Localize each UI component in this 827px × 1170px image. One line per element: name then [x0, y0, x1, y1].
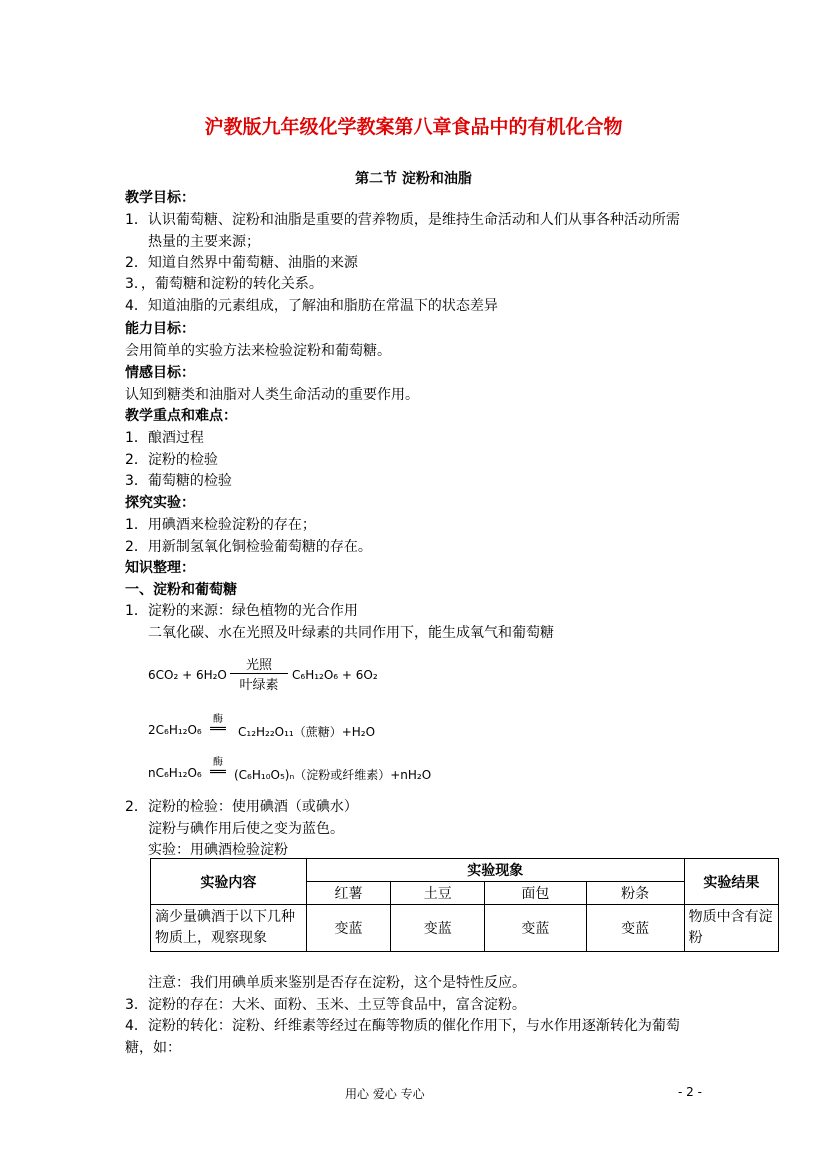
footer-motto: 用心 爱心 专心 [345, 1087, 425, 1101]
key-point-1: 1．酿酒过程 [125, 430, 204, 446]
experiment-caption: 实验：用碘酒检验淀粉 [148, 842, 288, 858]
heading-teaching-goals: 教学目标： [125, 190, 195, 206]
item-bread: 面包 [485, 882, 586, 905]
formula-3-reactants: nC₆H₁₂O₆ [148, 766, 202, 780]
experiment-table [150, 858, 779, 952]
starch-conversion: 4．淀粉的转化：淀粉、纤维素等经过在酶等物质的催化作用下，与水作用逐渐转化为葡萄 [125, 1018, 680, 1034]
page-number: - 2 - [678, 1085, 702, 1099]
photosynthesis-text: 二氧化碳、水在光照及叶绿素的共同作用下，能生成氧气和葡萄糖 [148, 625, 554, 641]
row-content: 滴少量碘酒于以下几种物质上，观察现象 [151, 905, 307, 952]
experiment-1: 1．用碘酒来检验淀粉的存在； [125, 517, 316, 533]
goal-4: 4．知道油脂的元素组成，了解油和脂肪在常温下的状态差异 [125, 298, 498, 314]
formula-2-condition [207, 710, 229, 737]
goal-1: 1．认识葡萄糖、淀粉和油脂是重要的营养物质，是维持生命活动和人们从事各种活动所需 [125, 212, 680, 228]
header-result: 实验结果 [684, 859, 778, 905]
item-vermicelli: 粉条 [586, 882, 684, 905]
value-sweet-potato: 变蓝 [306, 905, 390, 952]
value-potato: 变蓝 [391, 905, 485, 952]
formula-2-products: C₁₂H₂₂O₁₁（蔗糖）+H₂O [238, 725, 376, 739]
header-phenomenon: 实验现象 [306, 859, 684, 882]
experiment-2: 2．用新制氢氧化铜检验葡萄糖的存在。 [125, 539, 372, 555]
starch-source: 1．淀粉的来源：绿色植物的光合作用 [125, 603, 358, 619]
section-title: 第二节 淀粉和油脂 [355, 171, 472, 187]
ability-goal-text: 会用简单的实验方法来检验淀粉和葡萄糖。 [125, 343, 391, 359]
heading-emotion-goals: 情感目标： [125, 365, 195, 381]
heading-experiments: 探究实验： [125, 495, 195, 511]
heading-starch-glucose: 一、淀粉和葡萄糖 [125, 582, 237, 598]
emotion-goal-text: 认知到糖类和油脂对人类生命活动的重要作用。 [125, 387, 419, 403]
starch-conversion-cont: 糖，如： [125, 1040, 181, 1056]
goal-2: 2．知道自然界中葡萄糖、油脂的来源 [125, 255, 358, 271]
value-bread: 变蓝 [485, 905, 586, 952]
item-sweet-potato: 红薯 [306, 882, 390, 905]
formula-2-reactants: 2C₆H₁₂O₆ [148, 723, 202, 737]
row-result: 物质中含有淀粉 [684, 905, 778, 952]
key-point-2: 2．淀粉的检验 [125, 452, 218, 468]
formula-3-condition [207, 753, 229, 780]
heading-ability-goals: 能力目标： [125, 321, 195, 337]
goal-1-cont: 热量的主要来源； [148, 234, 260, 250]
equals-sign: ══ [210, 722, 226, 737]
formula-1-condition [230, 654, 288, 693]
note: 注意：我们用碘单质来鉴别是否存在淀粉，这个是特性反应。 [148, 975, 526, 991]
formula-1-products: C₆H₁₂O₆ + 6O₂ [292, 668, 378, 682]
heading-key-points: 教学重点和难点： [125, 408, 237, 424]
condition-light: 光照 [230, 654, 288, 674]
starch-test-desc: 淀粉与碘作用后使之变为蓝色。 [148, 821, 344, 837]
equals-sign: ══ [210, 765, 226, 780]
formula-1-reactants: 6CO₂ + 6H₂O [148, 668, 227, 682]
condition-chlorophyll: 叶绿素 [239, 678, 279, 693]
header-content: 实验内容 [151, 859, 307, 905]
key-point-3: 3．葡萄糖的检验 [125, 473, 232, 489]
formula-3-products: (C₆H₁₀O₅)ₙ（淀粉或纤维素）+nH₂O [234, 768, 432, 782]
value-vermicelli: 变蓝 [586, 905, 684, 952]
starch-test: 2．淀粉的检验：使用碘酒（或碘水） [125, 799, 358, 815]
goal-3: 3．，葡萄糖和淀粉的转化关系。 [125, 276, 323, 292]
heading-knowledge: 知识整理： [125, 560, 195, 576]
document-title: 沪教版九年级化学教案第八章食品中的有机化合物 [204, 116, 623, 138]
enzyme-label: 酶 [213, 757, 223, 768]
starch-presence: 3．淀粉的存在：大米、面粉、玉米、土豆等食品中，富含淀粉。 [125, 997, 526, 1013]
item-potato: 土豆 [391, 882, 485, 905]
enzyme-label: 酶 [213, 714, 223, 725]
